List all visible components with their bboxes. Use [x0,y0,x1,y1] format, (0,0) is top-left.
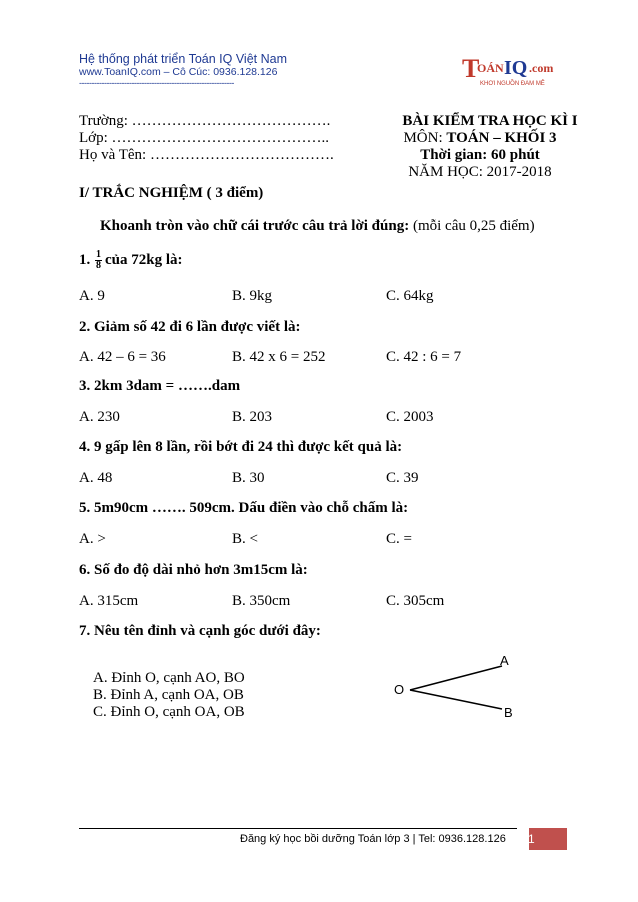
q1-option-a[interactable]: A. 9 [79,288,105,304]
q7-option-a[interactable]: A. Đỉnh O, cạnh AO, BO [93,670,245,686]
q2-option-b[interactable]: B. 42 x 6 = 252 [232,349,326,365]
name-field: Họ và Tên: ………………………………. [79,147,334,163]
q5-option-a[interactable]: A. > [79,531,106,547]
q1-frac-num: 1 [96,249,101,260]
svg-text:IQ: IQ [504,57,528,79]
footer-text: Đăng ký học bồi dưỡng Toán lớp 3 | Tel: 0936.128.126 [240,833,506,845]
svg-text:OÁN: OÁN [477,61,504,75]
q7-option-b[interactable]: B. Đỉnh A, cạnh OA, OB [93,687,244,703]
ray-oa [410,666,502,690]
q3-option-a[interactable]: A. 230 [79,409,120,425]
footer-divider [79,828,567,829]
exam-year: NĂM HỌC: 2017-2018 [408,164,552,180]
point-b-label: B [504,705,513,720]
subject-name: TOÁN – KHỐI 3 [446,130,557,146]
exam-time: Thời gian: 60 phút [420,147,540,163]
ray-ob [410,690,502,709]
q1-option-b[interactable]: B. 9kg [232,288,273,304]
class-field: Lớp: …………………………………….. [79,130,330,146]
q4-option-c[interactable]: C. 39 [386,470,419,486]
q2-option-c[interactable]: C. 42 : 6 = 7 [386,349,462,365]
section-title: I/ TRẮC NGHIỆM ( 3 điểm) [79,185,264,201]
header-separator: -------------------------------------------------------------- [79,78,234,88]
q1-frac-den: 8 [96,260,101,271]
q1-number: 1. [79,251,91,268]
point-a-label: A [500,653,509,668]
page-number: 1 [528,832,535,846]
q4-option-b[interactable]: B. 30 [232,470,265,486]
q2-option-a[interactable]: A. 42 – 6 = 36 [79,349,166,365]
instruction [100,217,535,235]
q3-option-c[interactable]: C. 2003 [386,409,434,425]
q5-option-c[interactable]: C. = [386,531,412,547]
question-3: 3. 2km 3dam = …….dam [79,378,241,394]
question-6: 6. Số đo độ dài nhỏ hơn 3m15cm là: [79,562,308,578]
instruction-main: Khoanh tròn vào chữ cái trước câu trả lời đúng: [100,218,410,234]
svg-text:T: T [462,54,480,83]
q1-fraction [95,250,102,271]
school-field: Trường: …………………………………. [79,113,331,129]
q3-option-b[interactable]: B. 203 [232,409,273,425]
angle-diagram [390,648,530,720]
q1-option-c[interactable]: C. 64kg [386,288,434,304]
exam-subject [370,129,590,147]
header-org-name: Hệ thống phát triển Toán IQ Việt Nam [79,52,287,66]
toaniq-logo [460,50,570,90]
svg-text:KHƠI NGUỒN ĐAM MÊ: KHƠI NGUỒN ĐAM MÊ [480,81,545,87]
q6-option-c[interactable]: C. 305cm [386,593,445,609]
header-contact: www.ToanIQ.com – Cô Cúc: 0936.128.126 [79,66,278,78]
q6-option-a[interactable]: A. 315cm [79,593,139,609]
question-7: 7. Nêu tên đỉnh và cạnh góc dưới đây: [79,623,321,639]
q7-option-c[interactable]: C. Đỉnh O, cạnh OA, OB [93,704,245,720]
q1-text: của 72kg là: [105,251,183,268]
vertex-o-label: O [394,682,405,697]
q5-option-b[interactable]: B. < [232,531,258,547]
instruction-note: (mỗi câu 0,25 điểm) [409,218,535,234]
page-number-badge [517,828,567,850]
subject-prefix: MÔN: [403,130,447,146]
question-4: 4. 9 gấp lên 8 lần, rồi bớt đi 24 thì được kết quả là: [79,439,403,455]
question-1 [79,250,183,271]
q6-option-b[interactable]: B. 350cm [232,593,291,609]
question-5: 5. 5m90cm ……. 509cm. Dấu điền vào chỗ chấm là: [79,500,409,516]
exam-title: BÀI KIỂM TRA HỌC KÌ I [402,113,578,129]
question-2: 2. Giảm số 42 đi 6 lần được viết là: [79,319,301,335]
q4-option-a[interactable]: A. 48 [79,470,113,486]
svg-text:.com: .com [529,61,554,75]
